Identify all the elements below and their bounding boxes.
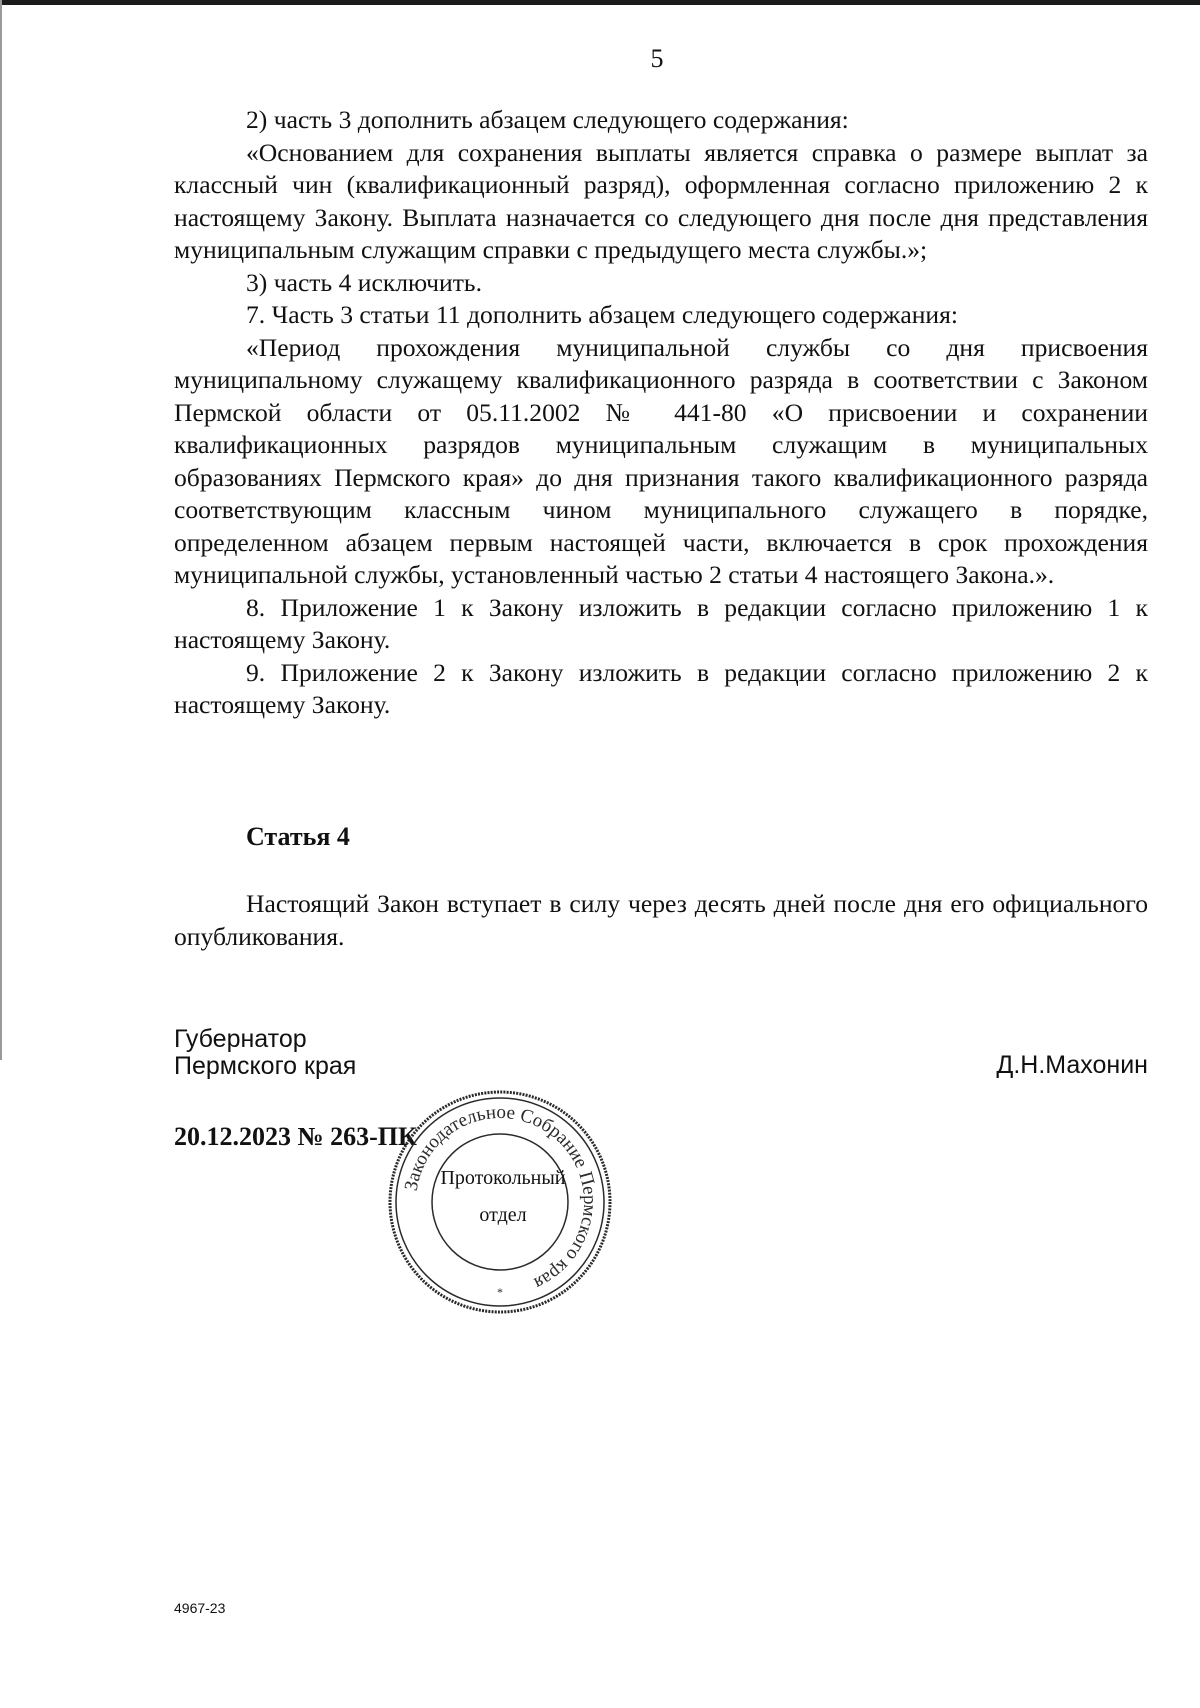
document-body [174, 104, 1148, 722]
stamp-outer-ring [390, 1092, 610, 1312]
document-code: 4967-23 [174, 1600, 226, 1616]
paragraph-quote-2: «Период прохождения муниципальной службы со дня присвоения муниципальному служащему квалификационного разряда в соответствии с Законом Пермской области от 05.11.2002 № 441-80 «О присвоении и сохранении квалификационных разрядов муниципальным служащим в муниципальных образованиях Пермского края» до дня признания такого квалификационного разряда соответствующим классным чином муниципального служащего в порядке, определенном абзацем первым настоящей части, включается в срок прохождения муниципальной службы, установленный частью 2 статьи 4 настоящего Закона.». [174, 332, 1148, 589]
paragraph-quote-1: «Основанием для сохранения выплаты является справка о размере выплат за классный чин (квалификационный разряд), оформленная согласно приложению 2 к настоящему Закону. Выплата назначается со следующего дня после дня представления муниципальным служащим справки с предыдущего места службы.»; [174, 137, 1148, 264]
signature-title-line2: Пермского края [174, 1052, 357, 1080]
paragraph-item-3: 3) часть 4 исключить. [246, 267, 482, 297]
law-reference: 20.12.2023 № 263-ПК [174, 1122, 417, 1151]
scan-top-edge [0, 0, 1200, 5]
stamp-inner-ring [432, 1134, 568, 1270]
signature-title [174, 1026, 356, 1080]
stamp-outer-ring-2 [396, 1098, 604, 1306]
paragraph-item-2: 2) часть 3 дополнить абзацем следующего содержания: [246, 105, 849, 134]
article-4-heading: Статья 4 [246, 822, 350, 851]
paragraph-point-8: 8. Приложение 1 к Закону изложить в редакции согласно приложению 1 к настоящему Закону. [174, 592, 1148, 654]
paragraph-point-7: 7. Часть 3 статьи 11 дополнить абзацем следующего содержания: [246, 300, 958, 329]
stamp-center-line1: Протокольный [440, 1167, 566, 1189]
scan-left-edge [0, 0, 2, 1060]
signature-title-line1: Губернатор [174, 1025, 307, 1053]
article-4-text: Настоящий Закон вступает в силу через десять дней после дня его официального опубликования. [174, 889, 1148, 951]
paragraph-point-9: 9. Приложение 2 к Закону изложить в редакции согласно приложению 2 к настоящему Закону. [174, 657, 1148, 719]
signature-name: Д.Н.Махонин [996, 1051, 1148, 1079]
stamp-center-line2: отдел [479, 1204, 527, 1226]
stamp-star: * [497, 1285, 503, 1299]
official-stamp [384, 1086, 616, 1318]
stamp-ring-text: Законодательное Собрание Пермского края [400, 1101, 601, 1294]
page-number: 5 [650, 44, 664, 73]
article-4-body [174, 888, 1148, 953]
